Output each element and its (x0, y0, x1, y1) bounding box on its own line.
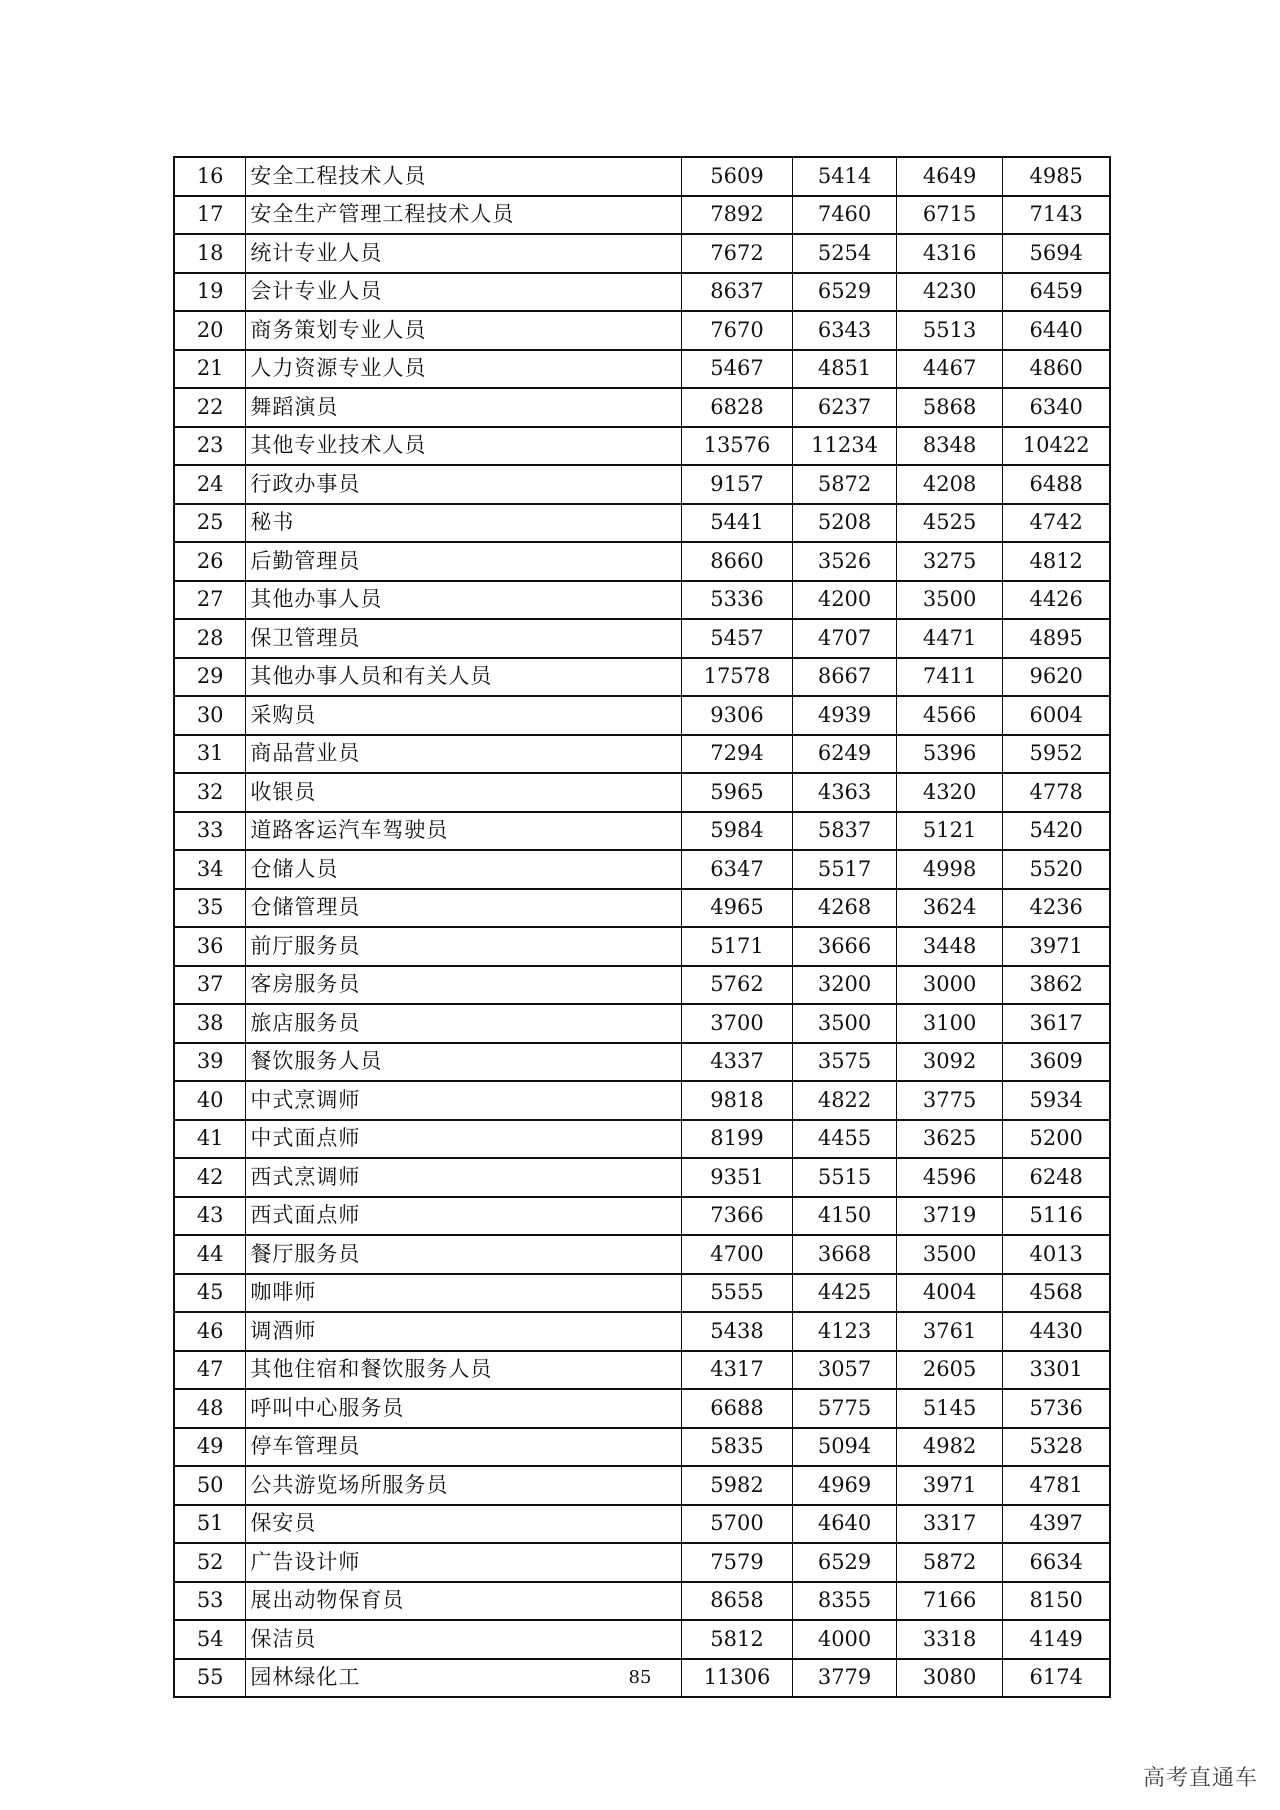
row-number-cell: 16 (174, 157, 246, 196)
value-cell-4: 3971 (1003, 927, 1110, 966)
value-cell-2: 3057 (793, 1351, 897, 1390)
value-cell-3: 4004 (896, 1274, 1003, 1313)
value-cell-2: 4455 (793, 1120, 897, 1159)
value-cell-1: 13576 (681, 427, 793, 466)
occupation-name-cell: 安全生产管理工程技术人员 (246, 196, 681, 235)
occupation-name-cell: 道路客运汽车驾驶员 (246, 812, 681, 851)
value-cell-3: 3318 (896, 1620, 1003, 1659)
row-number-cell: 38 (174, 1004, 246, 1043)
value-cell-2: 4640 (793, 1505, 897, 1544)
value-cell-3: 3971 (896, 1466, 1003, 1505)
value-cell-1: 8658 (681, 1582, 793, 1621)
value-cell-4: 8150 (1003, 1582, 1110, 1621)
value-cell-3: 3100 (896, 1004, 1003, 1043)
value-cell-4: 3301 (1003, 1351, 1110, 1390)
occupation-name-cell: 客房服务员 (246, 966, 681, 1005)
table-row (174, 273, 1110, 312)
value-cell-1: 4317 (681, 1351, 793, 1390)
value-cell-4: 4778 (1003, 773, 1110, 812)
value-cell-1: 8637 (681, 273, 793, 312)
row-number-cell: 28 (174, 619, 246, 658)
value-cell-1: 7294 (681, 735, 793, 774)
value-cell-2: 8667 (793, 658, 897, 697)
table-row (174, 889, 1110, 928)
table-body (174, 157, 1110, 1697)
table-row (174, 1389, 1110, 1428)
value-cell-3: 3448 (896, 927, 1003, 966)
value-cell-4: 4397 (1003, 1505, 1110, 1544)
value-cell-1: 7579 (681, 1543, 793, 1582)
value-cell-2: 3575 (793, 1043, 897, 1082)
value-cell-1: 5336 (681, 581, 793, 620)
value-cell-1: 5965 (681, 773, 793, 812)
value-cell-4: 4742 (1003, 504, 1110, 543)
value-cell-2: 3668 (793, 1235, 897, 1274)
table-row (174, 1428, 1110, 1467)
value-cell-3: 3275 (896, 542, 1003, 581)
value-cell-2: 8355 (793, 1582, 897, 1621)
row-number-cell: 45 (174, 1274, 246, 1313)
value-cell-2: 6249 (793, 735, 897, 774)
occupation-name-cell: 安全工程技术人员 (246, 157, 681, 196)
value-cell-2: 6237 (793, 388, 897, 427)
row-number-cell: 17 (174, 196, 246, 235)
value-cell-4: 5952 (1003, 735, 1110, 774)
value-cell-3: 4596 (896, 1158, 1003, 1197)
table-row (174, 542, 1110, 581)
value-cell-3: 3500 (896, 581, 1003, 620)
value-cell-2: 11234 (793, 427, 897, 466)
value-cell-2: 7460 (793, 196, 897, 235)
value-cell-1: 5982 (681, 1466, 793, 1505)
table-row (174, 927, 1110, 966)
table-row (174, 1582, 1110, 1621)
value-cell-1: 7672 (681, 234, 793, 273)
value-cell-2: 5775 (793, 1389, 897, 1428)
row-number-cell: 40 (174, 1081, 246, 1120)
occupation-name-cell: 统计专业人员 (246, 234, 681, 273)
row-number-cell: 51 (174, 1505, 246, 1544)
value-cell-3: 4208 (896, 465, 1003, 504)
row-number-cell: 53 (174, 1582, 246, 1621)
row-number-cell: 54 (174, 1620, 246, 1659)
table-row (174, 196, 1110, 235)
value-cell-2: 4969 (793, 1466, 897, 1505)
row-number-cell: 32 (174, 773, 246, 812)
table-row (174, 581, 1110, 620)
value-cell-4: 5420 (1003, 812, 1110, 851)
table-row (174, 1620, 1110, 1659)
value-cell-1: 11306 (681, 1659, 793, 1698)
value-cell-2: 4000 (793, 1620, 897, 1659)
value-cell-2: 4425 (793, 1274, 897, 1313)
value-cell-3: 7166 (896, 1582, 1003, 1621)
value-cell-2: 4707 (793, 619, 897, 658)
value-cell-3: 4982 (896, 1428, 1003, 1467)
table-row (174, 1197, 1110, 1236)
table-row (174, 1351, 1110, 1390)
value-cell-2: 5517 (793, 850, 897, 889)
value-cell-1: 9306 (681, 696, 793, 735)
table-row (174, 1543, 1110, 1582)
value-cell-4: 4426 (1003, 581, 1110, 620)
value-cell-2: 3779 (793, 1659, 897, 1698)
occupation-name-cell: 旅店服务员 (246, 1004, 681, 1043)
value-cell-2: 4268 (793, 889, 897, 928)
row-number-cell: 29 (174, 658, 246, 697)
watermark: 高考直通车 (1142, 1766, 1258, 1791)
row-number-cell: 55 (174, 1659, 246, 1698)
value-cell-1: 9157 (681, 465, 793, 504)
row-number-cell: 36 (174, 927, 246, 966)
value-cell-4: 4860 (1003, 350, 1110, 389)
value-cell-4: 5736 (1003, 1389, 1110, 1428)
value-cell-2: 5208 (793, 504, 897, 543)
occupation-name-cell: 停车管理员 (246, 1428, 681, 1467)
row-number-cell: 42 (174, 1158, 246, 1197)
occupation-name-cell: 展出动物保育员 (246, 1582, 681, 1621)
occupation-name-cell: 西式烹调师 (246, 1158, 681, 1197)
value-cell-2: 3500 (793, 1004, 897, 1043)
table-row (174, 850, 1110, 889)
occupation-name-cell: 其他办事人员和有关人员 (246, 658, 681, 697)
table-row (174, 1158, 1110, 1197)
value-cell-4: 6248 (1003, 1158, 1110, 1197)
value-cell-1: 7892 (681, 196, 793, 235)
value-cell-2: 5872 (793, 465, 897, 504)
value-cell-3: 3000 (896, 966, 1003, 1005)
value-cell-3: 4566 (896, 696, 1003, 735)
value-cell-2: 4939 (793, 696, 897, 735)
value-cell-2: 4200 (793, 581, 897, 620)
value-cell-1: 4700 (681, 1235, 793, 1274)
value-cell-2: 3526 (793, 542, 897, 581)
table-row (174, 234, 1110, 273)
value-cell-3: 3500 (896, 1235, 1003, 1274)
value-cell-2: 5414 (793, 157, 897, 196)
value-cell-1: 5555 (681, 1274, 793, 1313)
occupation-name-cell: 仓储人员 (246, 850, 681, 889)
row-number-cell: 52 (174, 1543, 246, 1582)
occupation-name-cell: 其他住宿和餐饮服务人员 (246, 1351, 681, 1390)
table-row (174, 1235, 1110, 1274)
value-cell-2: 4822 (793, 1081, 897, 1120)
value-cell-1: 4337 (681, 1043, 793, 1082)
occupation-name-cell: 呼叫中心服务员 (246, 1389, 681, 1428)
table-row (174, 504, 1110, 543)
table-row (174, 735, 1110, 774)
occupation-name-cell: 后勤管理员 (246, 542, 681, 581)
occupation-name-cell: 商品营业员 (246, 735, 681, 774)
value-cell-2: 6343 (793, 311, 897, 350)
value-cell-3: 8348 (896, 427, 1003, 466)
value-cell-4: 3617 (1003, 1004, 1110, 1043)
value-cell-1: 6347 (681, 850, 793, 889)
occupation-name-cell: 商务策划专业人员 (246, 311, 681, 350)
value-cell-2: 4123 (793, 1312, 897, 1351)
value-cell-1: 5467 (681, 350, 793, 389)
value-cell-2: 3666 (793, 927, 897, 966)
row-number-cell: 23 (174, 427, 246, 466)
value-cell-2: 5254 (793, 234, 897, 273)
table-row (174, 427, 1110, 466)
value-cell-1: 8660 (681, 542, 793, 581)
occupation-name-cell: 中式面点师 (246, 1120, 681, 1159)
occupation-name-cell: 餐饮服务人员 (246, 1043, 681, 1082)
table-row (174, 966, 1110, 1005)
value-cell-3: 5396 (896, 735, 1003, 774)
value-cell-3: 4998 (896, 850, 1003, 889)
value-cell-1: 5700 (681, 1505, 793, 1544)
value-cell-4: 5116 (1003, 1197, 1110, 1236)
table-row (174, 350, 1110, 389)
row-number-cell: 49 (174, 1428, 246, 1467)
row-number-cell: 25 (174, 504, 246, 543)
table-row (174, 696, 1110, 735)
value-cell-2: 4150 (793, 1197, 897, 1236)
value-cell-3: 4316 (896, 234, 1003, 273)
value-cell-1: 5609 (681, 157, 793, 196)
page-number: 85 (628, 1667, 652, 1688)
value-cell-2: 6529 (793, 273, 897, 312)
value-cell-2: 5094 (793, 1428, 897, 1467)
value-cell-4: 6004 (1003, 696, 1110, 735)
value-cell-1: 5812 (681, 1620, 793, 1659)
value-cell-4: 6340 (1003, 388, 1110, 427)
value-cell-4: 9620 (1003, 658, 1110, 697)
value-cell-3: 3775 (896, 1081, 1003, 1120)
value-cell-3: 4320 (896, 773, 1003, 812)
value-cell-2: 5515 (793, 1158, 897, 1197)
value-cell-4: 4013 (1003, 1235, 1110, 1274)
value-cell-4: 5934 (1003, 1081, 1110, 1120)
value-cell-4: 6174 (1003, 1659, 1110, 1698)
occupation-name-cell: 公共游览场所服务员 (246, 1466, 681, 1505)
value-cell-1: 5762 (681, 966, 793, 1005)
row-number-cell: 22 (174, 388, 246, 427)
row-number-cell: 43 (174, 1197, 246, 1236)
row-number-cell: 41 (174, 1120, 246, 1159)
value-cell-3: 7411 (896, 658, 1003, 697)
value-cell-2: 4851 (793, 350, 897, 389)
table-row (174, 157, 1110, 196)
value-cell-3: 5145 (896, 1389, 1003, 1428)
value-cell-1: 6688 (681, 1389, 793, 1428)
value-cell-3: 3317 (896, 1505, 1003, 1544)
row-number-cell: 27 (174, 581, 246, 620)
value-cell-3: 3719 (896, 1197, 1003, 1236)
occupation-name-cell: 仓储管理员 (246, 889, 681, 928)
occupation-name-cell: 咖啡师 (246, 1274, 681, 1313)
table-row (174, 619, 1110, 658)
value-cell-4: 4985 (1003, 157, 1110, 196)
occupation-name-cell: 收银员 (246, 773, 681, 812)
row-number-cell: 24 (174, 465, 246, 504)
row-number-cell: 19 (174, 273, 246, 312)
row-number-cell: 30 (174, 696, 246, 735)
occupation-name-cell: 调酒师 (246, 1312, 681, 1351)
value-cell-3: 3080 (896, 1659, 1003, 1698)
value-cell-4: 4781 (1003, 1466, 1110, 1505)
value-cell-1: 5441 (681, 504, 793, 543)
value-cell-4: 5694 (1003, 234, 1110, 273)
row-number-cell: 18 (174, 234, 246, 273)
row-number-cell: 31 (174, 735, 246, 774)
row-number-cell: 26 (174, 542, 246, 581)
row-number-cell: 44 (174, 1235, 246, 1274)
table-row (174, 1120, 1110, 1159)
row-number-cell: 21 (174, 350, 246, 389)
value-cell-3: 4525 (896, 504, 1003, 543)
value-cell-3: 3625 (896, 1120, 1003, 1159)
row-number-cell: 46 (174, 1312, 246, 1351)
row-number-cell: 37 (174, 966, 246, 1005)
row-number-cell: 20 (174, 311, 246, 350)
value-cell-4: 3609 (1003, 1043, 1110, 1082)
table-row (174, 388, 1110, 427)
table-row (174, 1043, 1110, 1082)
value-cell-4: 5520 (1003, 850, 1110, 889)
value-cell-3: 5868 (896, 388, 1003, 427)
row-number-cell: 50 (174, 1466, 246, 1505)
value-cell-2: 4363 (793, 773, 897, 812)
value-cell-1: 8199 (681, 1120, 793, 1159)
value-cell-4: 5200 (1003, 1120, 1110, 1159)
value-cell-4: 4236 (1003, 889, 1110, 928)
value-cell-3: 6715 (896, 196, 1003, 235)
value-cell-4: 5328 (1003, 1428, 1110, 1467)
table-row (174, 1466, 1110, 1505)
occupation-name-cell: 保卫管理员 (246, 619, 681, 658)
row-number-cell: 34 (174, 850, 246, 889)
table-row (174, 658, 1110, 697)
occupation-name-cell: 中式烹调师 (246, 1081, 681, 1120)
occupation-name-cell: 秘书 (246, 504, 681, 543)
row-number-cell: 48 (174, 1389, 246, 1428)
value-cell-1: 3700 (681, 1004, 793, 1043)
value-cell-3: 4230 (896, 273, 1003, 312)
value-cell-4: 7143 (1003, 196, 1110, 235)
value-cell-4: 6459 (1003, 273, 1110, 312)
table-row (174, 1081, 1110, 1120)
occupation-name-cell: 前厅服务员 (246, 927, 681, 966)
value-cell-1: 9818 (681, 1081, 793, 1120)
occupation-name-cell: 保洁员 (246, 1620, 681, 1659)
value-cell-1: 5835 (681, 1428, 793, 1467)
value-cell-4: 10422 (1003, 427, 1110, 466)
salary-table (173, 156, 1111, 1698)
occupation-name-cell: 餐厅服务员 (246, 1235, 681, 1274)
occupation-name-cell: 西式面点师 (246, 1197, 681, 1236)
occupation-name-cell: 其他专业技术人员 (246, 427, 681, 466)
value-cell-3: 4649 (896, 157, 1003, 196)
value-cell-4: 4568 (1003, 1274, 1110, 1313)
value-cell-4: 6440 (1003, 311, 1110, 350)
value-cell-3: 3761 (896, 1312, 1003, 1351)
occupation-name-cell: 行政办事员 (246, 465, 681, 504)
table-row (174, 812, 1110, 851)
value-cell-3: 4467 (896, 350, 1003, 389)
value-cell-3: 5513 (896, 311, 1003, 350)
value-cell-4: 6488 (1003, 465, 1110, 504)
value-cell-4: 3862 (1003, 966, 1110, 1005)
occupation-name-cell: 园林绿化工 (246, 1659, 681, 1698)
value-cell-2: 5837 (793, 812, 897, 851)
table-row (174, 465, 1110, 504)
table-row (174, 1505, 1110, 1544)
value-cell-1: 9351 (681, 1158, 793, 1197)
value-cell-1: 4965 (681, 889, 793, 928)
value-cell-3: 2605 (896, 1351, 1003, 1390)
table-row (174, 1004, 1110, 1043)
value-cell-1: 5457 (681, 619, 793, 658)
value-cell-4: 6634 (1003, 1543, 1110, 1582)
value-cell-3: 5121 (896, 812, 1003, 851)
occupation-name-cell: 保安员 (246, 1505, 681, 1544)
value-cell-1: 7670 (681, 311, 793, 350)
value-cell-1: 5171 (681, 927, 793, 966)
table-row (174, 773, 1110, 812)
value-cell-4: 4895 (1003, 619, 1110, 658)
occupation-name-cell: 会计专业人员 (246, 273, 681, 312)
value-cell-1: 5984 (681, 812, 793, 851)
row-number-cell: 47 (174, 1351, 246, 1390)
row-number-cell: 39 (174, 1043, 246, 1082)
value-cell-2: 3200 (793, 966, 897, 1005)
occupation-name-cell: 人力资源专业人员 (246, 350, 681, 389)
value-cell-1: 5438 (681, 1312, 793, 1351)
value-cell-1: 17578 (681, 658, 793, 697)
value-cell-1: 6828 (681, 388, 793, 427)
value-cell-3: 4471 (896, 619, 1003, 658)
value-cell-4: 4430 (1003, 1312, 1110, 1351)
table-row (174, 1312, 1110, 1351)
table-row (174, 1274, 1110, 1313)
value-cell-2: 6529 (793, 1543, 897, 1582)
row-number-cell: 33 (174, 812, 246, 851)
value-cell-4: 4812 (1003, 542, 1110, 581)
value-cell-1: 7366 (681, 1197, 793, 1236)
table-row (174, 311, 1110, 350)
occupation-name-cell: 舞蹈演员 (246, 388, 681, 427)
occupation-name-cell: 广告设计师 (246, 1543, 681, 1582)
value-cell-3: 5872 (896, 1543, 1003, 1582)
value-cell-4: 4149 (1003, 1620, 1110, 1659)
value-cell-3: 3092 (896, 1043, 1003, 1082)
value-cell-3: 3624 (896, 889, 1003, 928)
row-number-cell: 35 (174, 889, 246, 928)
occupation-name-cell: 其他办事人员 (246, 581, 681, 620)
occupation-name-cell: 采购员 (246, 696, 681, 735)
